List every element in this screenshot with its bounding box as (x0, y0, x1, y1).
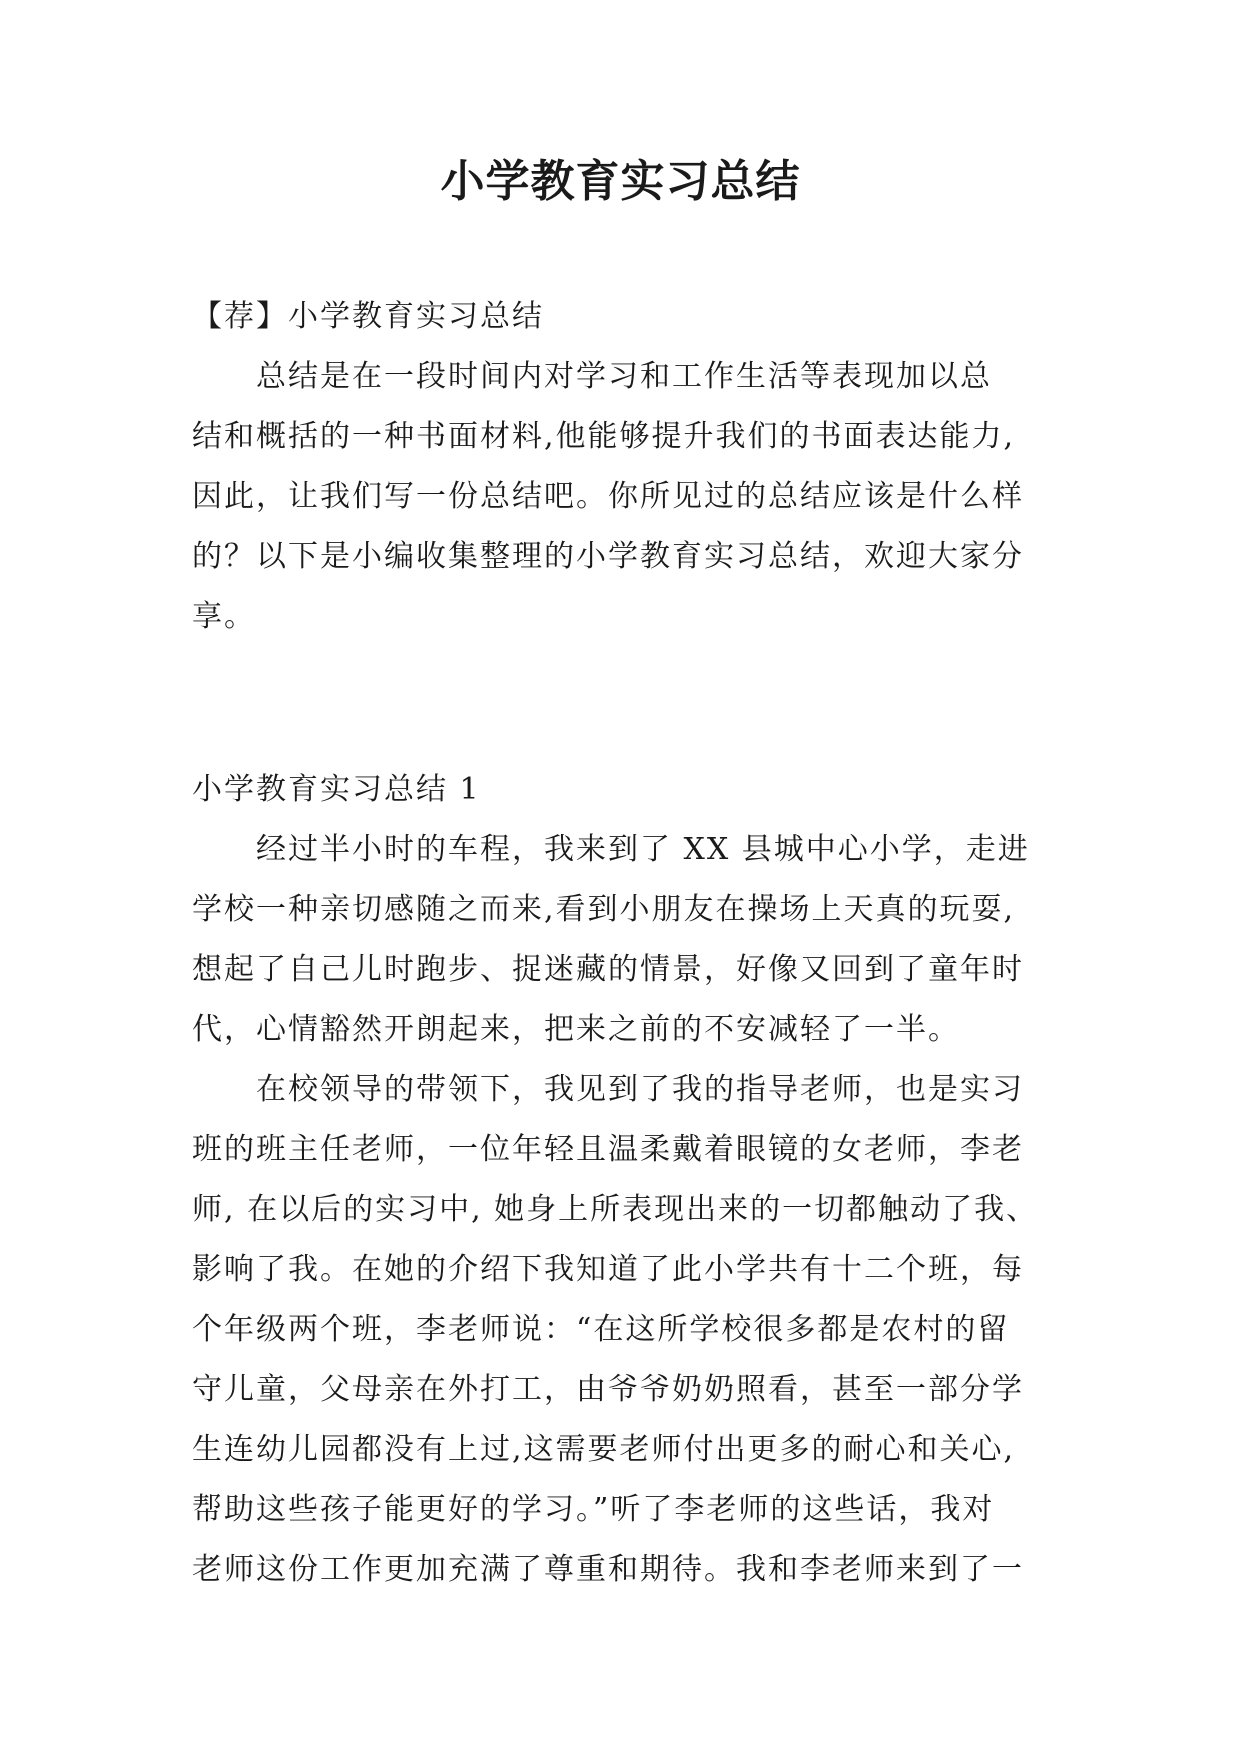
intro-line: 结和概括的一种书面材料,他能够提升我们的书面表达能力, (192, 419, 1016, 454)
body-line: 经过半小时的车程，我来到了 XX 县城中心小学，走进 (192, 832, 1030, 867)
document-title: 小学教育实习总结 (440, 156, 801, 207)
intro-paragraph (192, 347, 1048, 647)
recommend-heading-text: 【荐】小学教育实习总结 (192, 299, 544, 334)
intro-line: 享。 (192, 599, 256, 634)
body-line: 守儿童，父母亲在外打工，由爷爷奶奶照看，甚至一部分学 (192, 1372, 1024, 1407)
recommend-heading (192, 287, 1048, 347)
intro-line: 总结是在一段时间内对学习和工作生活等表现加以总 (192, 359, 992, 394)
body-line: 想起了自己儿时跑步、捉迷藏的情景，好像又回到了童年时 (192, 952, 1024, 987)
body-line: 师, 在以后的实习中, 她身上所表现出来的一切都触动了我、 (192, 1192, 1039, 1227)
body-line: 老师这份工作更加充满了尊重和期待。我和李老师来到了一 (192, 1552, 1024, 1587)
body-line: 影响了我。在她的介绍下我知道了此小学共有十二个班，每 (192, 1252, 1024, 1287)
body-line: 帮助这些孩子能更好的学习。”听了李老师的这些话，我对 (192, 1492, 995, 1527)
section-heading (192, 760, 1048, 820)
intro-line: 因此，让我们写一份总结吧。你所见过的总结应该是什么样 (192, 479, 1024, 514)
section-body (192, 820, 1048, 1600)
body-line: 代，心情豁然开朗起来，把来之前的不安减轻了一半。 (192, 1012, 960, 1047)
section-heading-text: 小学教育实习总结 1 (192, 772, 481, 807)
body-line: 个年级两个班，李老师说：“在这所学校很多都是农村的留 (192, 1312, 1010, 1347)
body-line: 在校领导的带领下，我见到了我的指导老师，也是实习 (192, 1072, 1024, 1107)
intro-line: 的？以下是小编收集整理的小学教育实习总结，欢迎大家分 (192, 539, 1024, 574)
body-line: 班的班主任老师，一位年轻且温柔戴着眼镜的女老师，李老 (192, 1132, 1024, 1167)
body-line: 学校一种亲切感随之而来,看到小朋友在操场上天真的玩耍, (192, 892, 1016, 927)
body-line: 生连幼儿园都没有上过,这需要老师付出更多的耐心和关心, (192, 1432, 1016, 1467)
